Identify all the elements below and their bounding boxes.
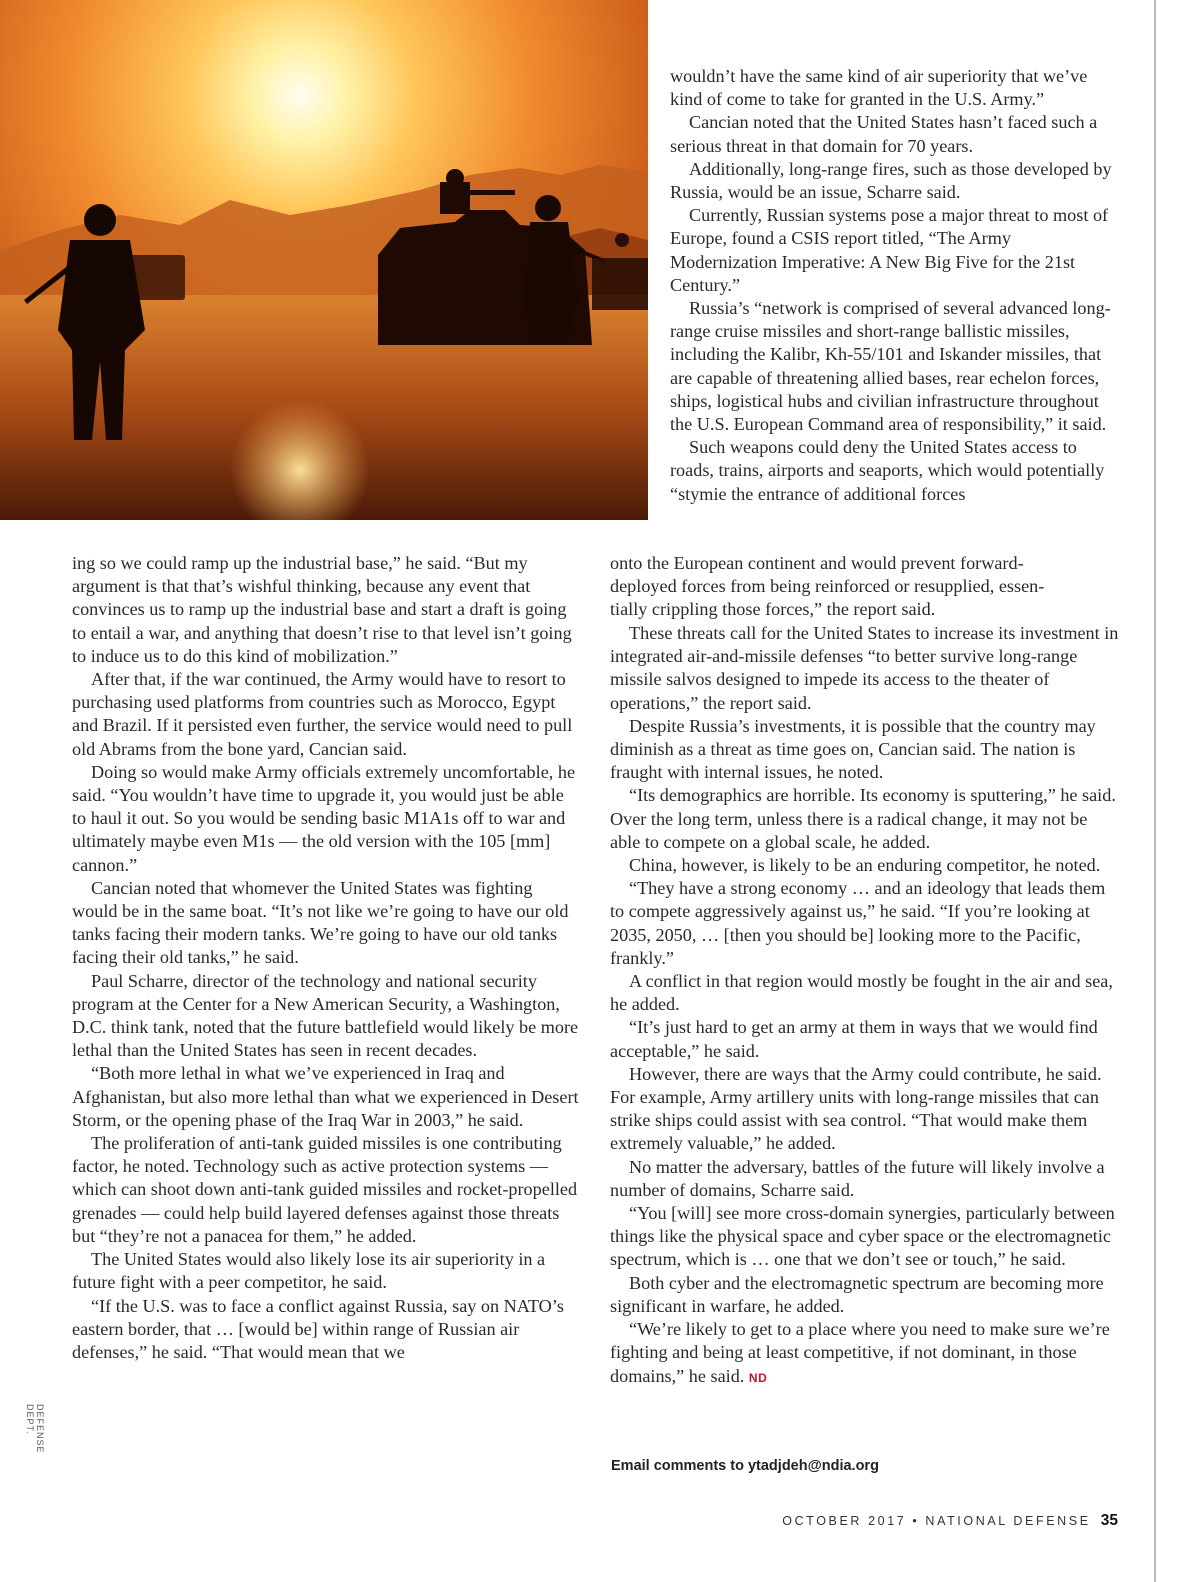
paragraph: Paul Scharre, director of the technology and national security program at the Center for a New American Security, a Washington, D.C. think tank, noted that the future battlefield would likely be more lethal than the United States has seen in recent decades. (72, 970, 579, 1061)
page-number: 35 (1100, 1512, 1118, 1529)
paragraph: Doing so would make Army officials extremely uncomfortable, he said. “You wouldn’t have time to upgrade it, you would just be able to haul it out. So you would be sending basic M1A1s off to war and ultimately maybe even M1s — the old version with the 105 [mm] cannon.” (72, 761, 576, 875)
vehicle-right-edge (592, 258, 648, 310)
distant-figure (615, 233, 629, 247)
paragraph: These threats call for the United States to increase its investment in integrated air-and-missile defenses “to better survive long-range missile salvos designed to impede its access to the theater of operations,” the report said. (610, 623, 1119, 713)
paragraph: Cancian noted that whomever the United States was fighting would be in the same boat. “It’s not like we’re going to have our old tanks facing their modern tanks. We’re going to have our old tanks facing their old tanks,” he said. (72, 877, 569, 968)
paragraph: A conflict in that region would mostly be fought in the air and sea, he added. (610, 971, 1113, 1015)
article-column-right-bottom (610, 622, 1120, 1390)
paragraph: The proliferation of anti-tank guided missiles is one contributing factor, he noted. Technology such as active protection systems — which can shoot down anti-tank guided missiles and rocket-propelled grenades — could help build layered defenses against those threats but “they’re not a panacea for them,” he added. (72, 1133, 578, 1246)
paragraph: After that, if the war continued, the Army would have to resort to purchasing used platforms from countries such as Morocco, Egypt and Brazil. If it persisted even further, the service would need to pull old Abrams from the bone yard, Cancian said. (72, 669, 573, 759)
paragraph: “If the U.S. was to face a conflict against Russia, say on NATO’s eastern border, that … [would be] within range of Russian air defenses,” he said. “That would mean that we (72, 1295, 564, 1362)
article-photo-soldiers-sunset (0, 0, 648, 520)
paragraph: The United States would also likely lose its air superiority in a future fight with a peer competitor, he said. (72, 1249, 546, 1293)
paragraph-wrap-line: deployed forces from being reinforced or resupplied, essen- (610, 576, 1045, 596)
paragraph: Additionally, long-range fires, such as those developed by Russia, would be an issue, Scharre said. (670, 158, 1112, 203)
paragraph: No matter the adversary, battles of the future will likely involve a number of domains, Scharre said. (610, 1156, 1105, 1200)
paragraph: China, however, is likely to be an enduring competitor, he noted. (629, 855, 1101, 876)
page-edge-rule (1154, 0, 1156, 1582)
paragraph: However, there are ways that the Army could contribute, he said. For example, Army artillery units with long-range missiles that can strike ships could assist with sea control. “That would make them extremely valuable,” he added. (610, 1063, 1102, 1154)
paragraph-wrap-line: onto the European continent and would prevent forward- (610, 553, 1024, 573)
paragraph: Despite Russia’s investments, it is possible that the country may diminish as a threat as time goes on, Cancian said. The nation is fraught with internal issues, he noted. (610, 715, 1096, 783)
email-comments: Email comments to ytadjdeh@ndia.org (611, 1458, 879, 1474)
paragraph: “You [will] see more cross-domain synergies, particularly between things like the physical space and cyber space or the electromagnetic spectrum, which is … one that we don’t see or touch,” he said. (610, 1203, 1115, 1270)
footer-issue: OCTOBER 2017 • NATIONAL DEFENSE (782, 1514, 1091, 1528)
paragraph: Cancian noted that the United States hasn’t faced such a serious threat in that domain for 70 years. (670, 112, 1098, 156)
photo-illustration (0, 0, 648, 520)
paragraph: wouldn’t have the same kind of air superiority that we’ve kind of come to take for granted in the U.S. Army.” (670, 66, 1088, 110)
paragraph: ing so we could ramp up the industrial base,” he said. “But my argument is that that’s wishful thinking, because any event that convinces us to ramp up the industrial base and start a draft is going to entail a war, and anything that doesn’t rise to that level isn’t going to induce us to do this kind of mobilization.” (72, 553, 572, 666)
photo-credit: DEFENSE DEPT. (25, 1404, 45, 1454)
final-paragraph-text: “We’re likely to get to a place where you need to make sure we’re fighting and being at least competitive, if not dominant, in those domains,” he said. (610, 1319, 1110, 1386)
paragraph: Both cyber and the electromagnetic spectrum are becoming more significant in warfare, he added. (610, 1272, 1104, 1316)
page-footer (782, 1512, 1118, 1530)
paragraph: “It’s just hard to get an army at them in ways that we would find acceptable,” he said. (610, 1017, 1098, 1061)
paragraph: Such weapons could deny the United States access to roads, trains, airports and seaports, which would potentially “stymie the entrance of additional forces (670, 437, 1105, 504)
paragraph: Currently, Russian systems pose a major threat to most of Europe, found a CSIS report titled, “The Army Modernization Imperative: A New Big Five for the 21st Century.” (670, 205, 1109, 295)
paragraph: “They have a strong economy … and an ideology that leads them to compete aggressively against us,” he said. “If you’re looking at 2035, 2050, … [then you should be] looking more to the Pacific, frankly.” (610, 878, 1106, 968)
article-column-left (72, 552, 582, 1364)
end-mark-logo: ND (748, 1370, 768, 1385)
article-column-right-top (670, 65, 1120, 506)
paragraph: “Both more lethal in what we’ve experienced in Iraq and Afghanistan, but also more lethal than what we experienced in Desert Storm, or the opening phase of the Iraq War in 2003,” he said. (72, 1063, 579, 1130)
paragraph-final (610, 1318, 1120, 1390)
paragraph: “Its demographics are horrible. Its economy is sputtering,” he said. Over the long term, unless there is a radical change, it may not be able to compete on a global scale, he added. (610, 785, 1116, 852)
paragraph-wrap-line: tially crippling those forces,” the report said. (610, 599, 936, 619)
paragraph: Russia’s “network is comprised of several advanced long-range cruise missiles and short-range ballistic missiles, including the Kalibr, Kh-55/101 and Iskander missiles, that are capable of threatening allied bases, rear echelon forces, ships, logistical hubs and civilian infrastructure throughout the U.S. European Command area of responsibility,” it said. (670, 298, 1111, 435)
